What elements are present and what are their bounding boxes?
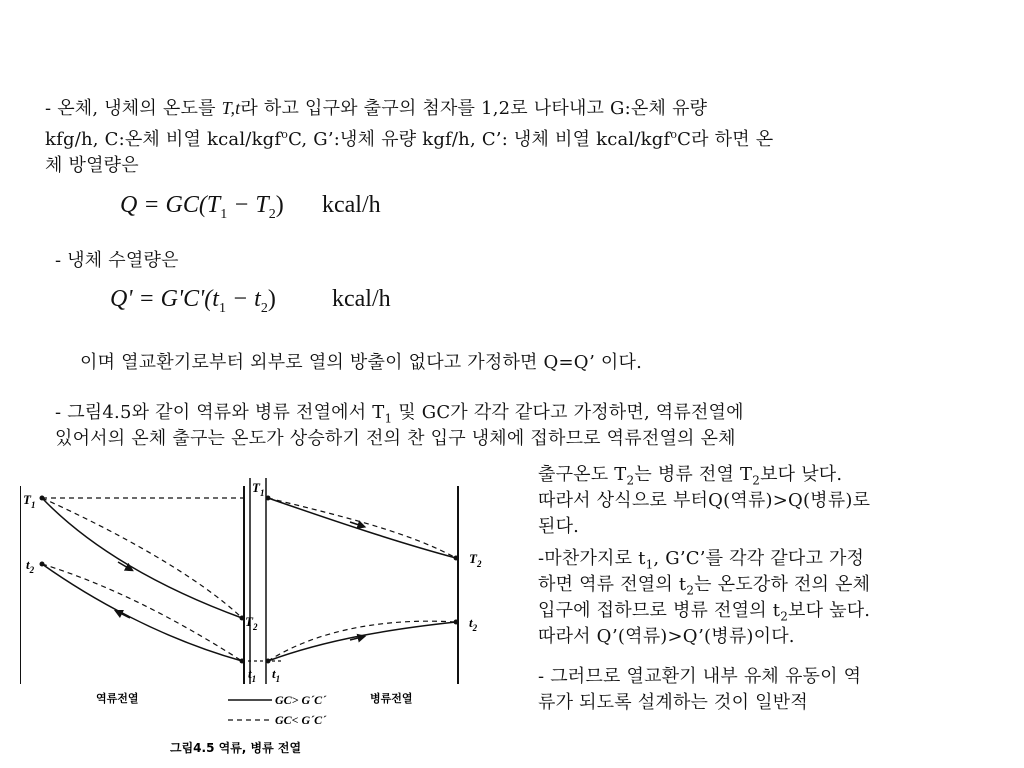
cold-solid-curve-parallel [268, 622, 456, 661]
caption-parallelflow: 병류전열 [370, 692, 413, 705]
equation2-unit: kcal/h [332, 286, 391, 312]
paragraph-energy-balance: 이며 열교환기로부터 외부로 열의 방출이 없다고 가정하면 Q=Q’ 이다. [80, 352, 643, 373]
cold-solid-curve-counterflow [42, 564, 242, 661]
degree-superscript: o [281, 128, 289, 141]
right-line1 [538, 462, 1008, 488]
text-span: 는 온도강하 전의 온체 [694, 574, 871, 595]
parallel-hot-arrow [350, 522, 362, 526]
para4-line2: 있어서의 온체 출구는 온도가 상승하기 전의 찬 입구 냉체에 접하므로 역류전열의 온체 [55, 428, 736, 449]
label-T1-left: $T_1$ [23, 492, 36, 510]
label-t2-right: $t_2$ [469, 615, 478, 633]
node-t2-right [454, 620, 459, 625]
right-line9: 류가 되도록 설계하는 것이 일반적 [538, 692, 808, 713]
eq-text: − t [225, 286, 261, 312]
text-span: , G’C’를 각각 같다고 가정 [653, 548, 865, 569]
equation1-unit: kcal/h [322, 192, 381, 218]
node-t2-left [40, 562, 45, 567]
subscript: 1 [645, 557, 654, 572]
subscript: 2 [752, 473, 761, 488]
hot-solid-curve-counterflow [42, 498, 242, 618]
hot-solid-curve-parallel [268, 498, 456, 558]
right-line2: 따라서 상식으로 부터Q(역류)>Q(병류)로 [538, 490, 871, 511]
text-span: 출구온도 T [538, 464, 627, 485]
label-T2-right: $T_2$ [469, 551, 482, 569]
subscript: 2 [780, 609, 789, 624]
degree-superscript: o [670, 128, 678, 141]
text-span: 보다 낮다. [760, 464, 843, 485]
text-span: -마찬가지로 t [538, 548, 646, 569]
eq-text: − T [227, 192, 269, 218]
figure-caption: 그림4.5 역류, 병류 전열 [170, 741, 302, 755]
figure-4-5-counterflow-parallelflow [20, 478, 520, 768]
eq-sub: 2 [268, 206, 276, 222]
label-t1-right: $t_1$ [272, 666, 281, 684]
paragraph-hot-fluid-definition [45, 95, 985, 179]
para1-line2 [45, 122, 985, 153]
para4-line1 [55, 400, 1005, 426]
node-T1-right [266, 496, 271, 501]
eq-text: Q = GC(T [120, 192, 221, 218]
text-span: 하면 역류 전열의 t [538, 574, 687, 595]
text-span: C, G’:냉체 유량 kgf/h, C’: 냉체 비열 kcal/kgf [288, 129, 671, 150]
hot-dashed-curve-counterflow [42, 498, 242, 618]
right-line3: 된다. [538, 516, 580, 537]
text-span: 라 하고 입구와 출구의 첨자를 1,2로 나타내고 G:온체 유량 [240, 98, 708, 119]
label-t1-left: $t_1$ [248, 666, 257, 684]
text-span: - 그림4.5와 같이 역류와 병류 전열에서 T [55, 402, 385, 423]
cold-dashed-curve-counterflow [42, 564, 242, 661]
text-span: - 온체, 냉체의 온도를 [45, 98, 222, 119]
text-span: 입구에 접하므로 병류 전열의 t [538, 600, 781, 621]
label-T2-left: $T_2$ [245, 614, 258, 632]
node-t1-left [240, 659, 245, 664]
paragraph-counterflow-comparison [55, 400, 1005, 452]
subscript: 2 [626, 473, 635, 488]
subscript: 2 [686, 583, 695, 598]
text-span: 체 방열량은 [45, 155, 139, 176]
right-column-text [538, 462, 1008, 716]
right-line5 [538, 572, 1008, 598]
node-T1-left [40, 496, 45, 501]
legend-dashed-label: GC< G´C´ [275, 713, 327, 727]
eq-text: Q' = G'C'(t [110, 286, 219, 312]
node-T2-right [454, 556, 459, 561]
label-t2-left: $t_2$ [26, 557, 35, 575]
para1-line1 [45, 95, 985, 122]
label-T1-right: $T_1$ [252, 480, 265, 498]
equation-cold-heat-gain [110, 286, 276, 316]
text-span: 는 병류 전열 T [634, 464, 753, 485]
subscript: 1 [384, 411, 393, 426]
eq-sub: 1 [220, 206, 228, 222]
eq-text: ) [267, 286, 276, 312]
equation-hot-heat-release [120, 192, 284, 222]
eq-sub: 2 [260, 300, 268, 316]
right-line6 [538, 598, 1008, 624]
node-t1-right [266, 659, 271, 664]
text-span: C라 하면 온 [677, 129, 774, 150]
right-line8: - 그러므로 열교환기 내부 유체 유동이 역 [538, 666, 862, 687]
right-line4 [538, 546, 1008, 572]
right-line7: 따라서 Q’(역류)>Q’(병류)이다. [538, 626, 795, 647]
text-span: kfg/h, C:온체 비열 kcal/kgf [45, 129, 282, 150]
text-span: T,t [221, 98, 241, 118]
para1-line3 [45, 153, 985, 179]
legend-solid-label: GC> G´C´ [275, 693, 327, 707]
text-span: 보다 높다. [788, 600, 871, 621]
node-T2-left [240, 616, 245, 621]
counterflow-cold-arrow [118, 612, 130, 618]
caption-counterflow: 역류전열 [96, 692, 139, 705]
eq-sub: 1 [218, 300, 226, 316]
cold-dashed-curve-parallel [268, 621, 456, 661]
eq-text: ) [275, 192, 284, 218]
paragraph-cold-heat-gain: - 냉체 수열량은 [55, 250, 179, 271]
text-span: 및 GC가 각각 같다고 가정하면, 역류전열에 [392, 402, 744, 423]
